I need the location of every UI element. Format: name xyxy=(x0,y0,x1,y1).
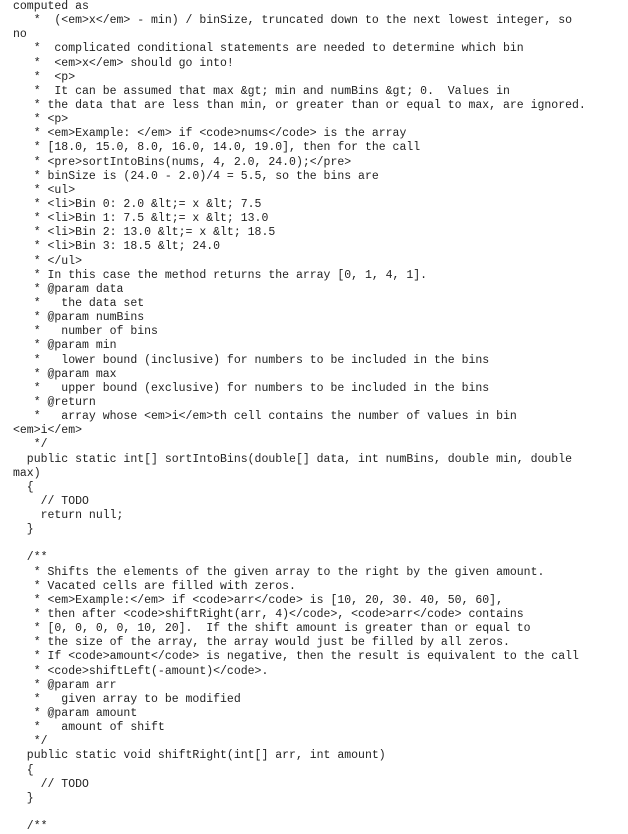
code-line: * the data set xyxy=(13,296,145,310)
code-line: */ xyxy=(13,438,48,452)
code-line: * upper bound (exclusive) for numbers to be included in the bins xyxy=(13,381,490,395)
code-line: { xyxy=(13,480,34,494)
code-line: return null; xyxy=(13,509,124,523)
code-line: * <p> xyxy=(13,70,76,84)
code-line: * lower bound (inclusive) for numbers to be included in the bins xyxy=(13,353,490,367)
code-line: * array whose <em>i</em>th cell contains the number of values in bin xyxy=(13,410,517,424)
code-line: * Shifts the elements of the given array to the right by the given amount. xyxy=(13,565,545,579)
code-line: * <pre>sortIntoBins(nums, 4, 2.0, 24.0);</pre> xyxy=(13,155,352,169)
code-line: * It can be assumed that max &gt; min and numBins &gt; 0. Values in xyxy=(13,84,510,98)
code-line: */ xyxy=(13,735,48,749)
code-line: public static int[] sortIntoBins(double[] data, int numBins, double min, double xyxy=(13,452,572,466)
code-line: * then after <code>shiftRight(arr, 4)</code>, <code>arr</code> contains xyxy=(13,608,524,622)
code-line: * number of bins xyxy=(13,325,158,339)
code-line: * @param data xyxy=(13,282,124,296)
code-line: { xyxy=(13,763,34,777)
code-line: * @param max xyxy=(13,367,117,381)
code-line: * <li>Bin 0: 2.0 &lt;= x &lt; 7.5 xyxy=(13,197,262,211)
code-line: * the data that are less than min, or greater than or equal to max, are ignored. xyxy=(13,98,586,112)
code-line: public static void shiftRight(int[] arr, int amount) xyxy=(13,749,386,763)
code-line: * <code>shiftLeft(-amount)</code>. xyxy=(13,664,269,678)
code-line: * <em>Example: </em> if <code>nums</code> is the array xyxy=(13,127,407,141)
code-line: * given array to be modified xyxy=(13,692,241,706)
code-line: * <em>Example:</em> if <code>arr</code> is [10, 20, 30. 40, 50, 60], xyxy=(13,593,503,607)
code-line: } xyxy=(13,523,34,537)
code-line xyxy=(13,806,625,820)
code-line xyxy=(13,537,625,551)
code-line: * In this case the method returns the array [0, 1, 4, 1]. xyxy=(13,268,428,282)
code-line: <em>i</em> xyxy=(13,424,83,438)
code-line: * <em>x</em> should go into! xyxy=(13,56,234,70)
code-line: * <li>Bin 1: 7.5 &lt;= x &lt; 13.0 xyxy=(13,212,269,226)
code-line: // TODO xyxy=(13,777,89,791)
code-line: * @param min xyxy=(13,339,117,353)
code-line: * binSize is (24.0 - 2.0)/4 = 5.5, so the bins are xyxy=(13,169,379,183)
code-line: * <ul> xyxy=(13,183,76,197)
code-line: computed as xyxy=(13,0,89,13)
code-line: no xyxy=(13,28,27,42)
code-line: * <li>Bin 3: 18.5 &lt; 24.0 xyxy=(13,240,221,254)
code-line: * the size of the array, the array would just be filled by all zeros. xyxy=(13,636,510,650)
code-line: // TODO xyxy=(13,494,89,508)
code-line: * Vacated cells are filled with zeros. xyxy=(13,579,296,593)
code-line: * <li>Bin 2: 13.0 &lt;= x &lt; 18.5 xyxy=(13,226,276,240)
code-line: * complicated conditional statements are needed to determine which bin xyxy=(13,42,524,56)
code-line: * amount of shift xyxy=(13,721,165,735)
code-line: * [0, 0, 0, 0, 10, 20]. If the shift amount is greater than or equal to xyxy=(13,622,531,636)
code-line: } xyxy=(13,791,34,805)
code-line: * </ul> xyxy=(13,254,83,268)
code-line: * <p> xyxy=(13,113,69,127)
code-line: * @return xyxy=(13,395,96,409)
code-line: max) xyxy=(13,466,41,480)
code-line: * [18.0, 15.0, 8.0, 16.0, 14.0, 19.0], then for the call xyxy=(13,141,421,155)
code-line: * @param amount xyxy=(13,707,138,721)
code-line: * (<em>x</em> - min) / binSize, truncated down to the next lowest integer, so xyxy=(13,14,572,28)
code-line: /** xyxy=(13,551,48,565)
code-line: * @param arr xyxy=(13,678,117,692)
code-line: * @param numBins xyxy=(13,311,145,325)
code-line: * If <code>amount</code> is negative, then the result is equivalent to the call xyxy=(13,650,579,664)
source-code-view xyxy=(13,0,625,834)
code-line: /** xyxy=(13,820,48,834)
